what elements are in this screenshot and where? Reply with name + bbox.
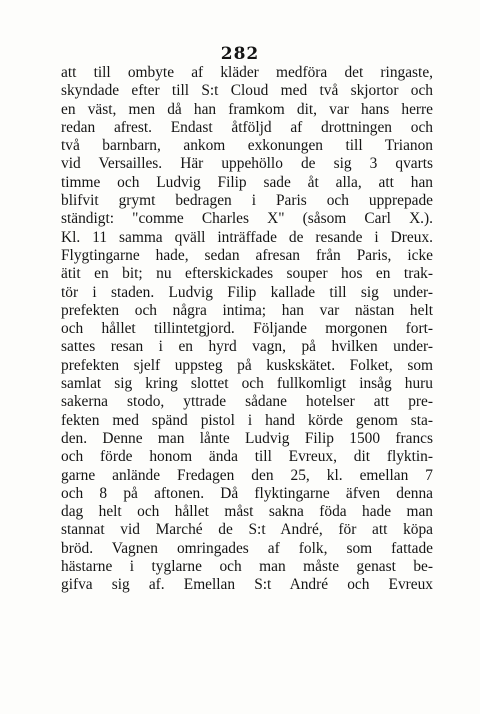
text-line: bröd. Vagnen omringades af folk, som fattade: [61, 539, 433, 557]
text-line: sattes resan i en hyrd vagn, på hvilken under-: [61, 338, 433, 356]
text-line: Kl. 11 samma qväll inträffade de resande i Dreux.: [61, 228, 433, 246]
text-line: Flygtingarne hade, sedan afresan från Paris, icke: [61, 246, 433, 264]
text-line: tör i staden. Ludvig Filip kallade till sig under-: [61, 283, 433, 301]
text-line: stannat vid Marché de S:t André, för att köpa: [61, 521, 433, 539]
text-line: gifva sig af. Emellan S:t André och Evreux: [61, 576, 433, 594]
text-line: och 8 på aftonen. Då flyktingarne äfven denna: [61, 484, 433, 502]
text-line: sakerna stodo, yttrade sådane hotelser att pre-: [61, 393, 433, 411]
text-line: prefekten sjelf uppsteg på kuskskätet. Folket, som: [61, 356, 433, 374]
text-line: blifvit grymt bedragen i Paris och upprepade: [61, 192, 433, 210]
text-line: garne anlände Fredagen den 25, kl. emellan 7: [61, 466, 433, 484]
text-line: skyndade efter till S:t Cloud med två skjortor och: [61, 82, 433, 100]
text-line: hästarne i tyglarne och man måste genast be-: [61, 558, 433, 576]
text-line: två barnbarn, ankom exkonungen till Trianon: [61, 137, 433, 155]
text-line: en väst, men då han framkom dit, var hans herre: [61, 100, 433, 118]
text-line: prefekten och några intima; han var nästan helt: [61, 301, 433, 319]
text-line: och hållet tillintetgjord. Följande morgonen fort-: [61, 320, 433, 338]
text-line: fekten med spänd pistol i hand körde genom sta-: [61, 411, 433, 429]
text-line: och förde honom ända till Evreux, dit flyktin-: [61, 448, 433, 466]
text-line: samlat sig kring slottet och fullkomligt insåg huru: [61, 375, 433, 393]
text-line: ständigt: "comme Charles X" (såsom Carl X.).: [61, 210, 433, 228]
text-line: att till ombyte af kläder medföra det ringaste,: [61, 64, 433, 81]
body-text: [61, 64, 433, 595]
text-line: vid Versailles. Här uppehöllo de sig 3 qvarts: [61, 155, 433, 173]
text-line: den. Denne man lånte Ludvig Filip 1500 francs: [61, 429, 433, 447]
page-number: 282: [220, 44, 260, 64]
text-line: redan afrest. Endast åtföljd af drottningen och: [61, 118, 433, 136]
text-line: timme och Ludvig Filip sade åt alla, att han: [61, 173, 433, 191]
text-line: ätit en bit; nu efterskickades souper hos en trak-: [61, 265, 433, 283]
text-line: dag helt och hållet måst sakna föda hade man: [61, 503, 433, 521]
